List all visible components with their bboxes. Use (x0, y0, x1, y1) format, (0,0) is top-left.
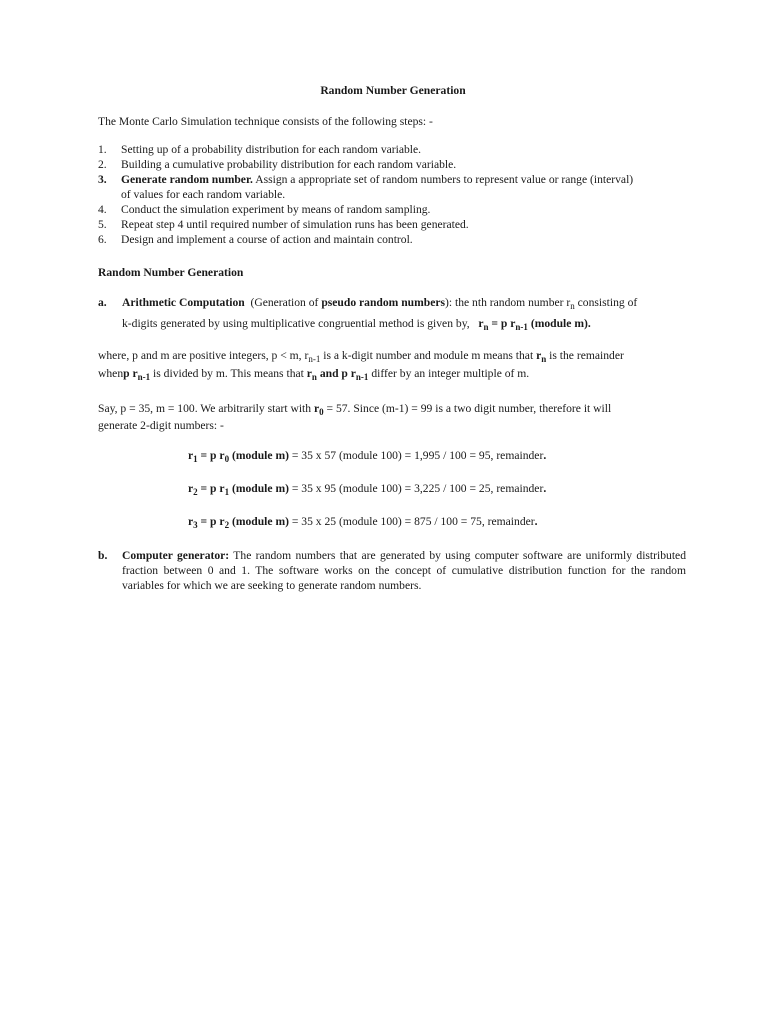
list-item (98, 172, 698, 202)
say-text: Say, p = 35, m = 100. We arbitrarily start with (98, 402, 314, 415)
symbol-r: r (188, 482, 194, 495)
equation-mid: = p r (197, 515, 225, 528)
step-text (121, 172, 698, 187)
step-number: 5. (98, 218, 107, 231)
subscript: n (311, 372, 317, 382)
equation-mod: (module m) (229, 515, 289, 528)
subscript: n-1 (308, 354, 321, 364)
symbol-r: r (306, 367, 312, 380)
item-b-label: b. (98, 549, 108, 562)
subscript: 1 (193, 454, 198, 464)
subscript: 0 (319, 407, 324, 417)
document-title: Random Number Generation (320, 84, 466, 97)
symbol-r: r (188, 449, 194, 462)
symbol-r: r (536, 349, 542, 362)
item-b-text: The random numbers that are generated by using computer software are uniformly distributed fraction between 0 and 1. The software works on the concept of cumulative distribution function for the random variables for which we are seeking to generate random numbers. (122, 549, 686, 592)
say-text: = 57. Since (m-1) = 99 is a two digit number, therefore it will (323, 402, 612, 415)
list-item (98, 232, 698, 247)
item-a-line1 (122, 295, 637, 310)
subscript: 1 (224, 487, 230, 497)
say-line1 (98, 401, 611, 416)
equation-r1 (188, 448, 546, 463)
item-a-title: Arithmetic Computation (122, 296, 245, 309)
equation-mod: (module m) (229, 482, 289, 495)
equation-mid: = p r (197, 449, 225, 462)
list-item (98, 217, 698, 232)
symbol-and-p-r: and p r (316, 367, 356, 380)
equation-rest: = 35 x 95 (module 100) = 3,225 / 100 = 25, remainder (288, 482, 544, 495)
subscript: 0 (224, 454, 230, 464)
step-number: 4. (98, 203, 107, 216)
step-text: Design and implement a course of action and maintain control. (121, 233, 413, 246)
symbol-r: r (313, 402, 320, 415)
equation-mid: = p r (197, 482, 225, 495)
item-a-pseudo: pseudo random numbers (321, 296, 446, 309)
formula-mod: (module m). (527, 317, 591, 330)
subscript: n-1 (515, 322, 528, 332)
equation-dot: . (543, 449, 547, 462)
step-text: Conduct the simulation experiment by means of random sampling. (121, 203, 431, 216)
item-a-text: (Generation of (250, 296, 319, 309)
subscript: n-1 (355, 372, 369, 382)
subscript: 3 (193, 520, 198, 530)
item-b-title: Computer generator: (122, 549, 230, 562)
section-heading: Random Number Generation (98, 266, 244, 279)
equation-dot: . (543, 482, 547, 495)
equation-rest: = 35 x 25 (module 100) = 875 / 100 = 75, remainder (288, 515, 535, 528)
where-line1 (98, 348, 624, 363)
item-a-line2 (122, 316, 591, 331)
where-line2 (98, 366, 529, 381)
where-text: is a k-digit number and module m means that (320, 349, 537, 362)
equation-rest: = 35 x 57 (module 100) = 1,995 / 100 = 95, remainder (288, 449, 544, 462)
equation-mod: (module m) (229, 449, 289, 462)
step-text-continuation: of values for each random variable. (121, 188, 286, 201)
subscript: n (570, 301, 575, 311)
step-text: Building a cumulative probability distribution for each random variable. (121, 158, 457, 171)
step-bold-lead: Generate random number. (121, 173, 253, 186)
list-item (98, 202, 698, 217)
step-number: 2. (98, 158, 107, 171)
step-text: Setting up of a probability distribution for each random variable. (121, 143, 422, 156)
symbol-p-r: p r (123, 367, 138, 380)
where-text: where, p and m are positive integers, p < m, r (98, 349, 309, 362)
item-b-paragraph (122, 548, 686, 593)
step-text-body: Assign a appropriate set of random numbers to represent value or range (interval) (252, 173, 634, 186)
step-number: 3. (98, 173, 107, 186)
steps-list (98, 142, 698, 247)
formula-eq: = p r (488, 317, 516, 330)
subscript: n (483, 322, 489, 332)
equation-dot: . (534, 515, 538, 528)
item-a-text: k-digits generated by using multiplicative congruential method is given by, (122, 317, 470, 330)
subscript: 2 (224, 520, 230, 530)
where-text: differ by an integer multiple of m. (368, 367, 530, 380)
item-a-formula (478, 317, 590, 330)
symbol-r: r (188, 515, 194, 528)
where-text: is divided by m. This means that (150, 367, 307, 380)
subscript: n (541, 354, 547, 364)
list-item (98, 157, 698, 172)
step-text: Repeat step 4 until required number of simulation runs has been generated. (121, 218, 469, 231)
list-item (98, 142, 698, 157)
subscript: 2 (193, 487, 198, 497)
step-number: 1. (98, 143, 107, 156)
intro-paragraph: The Monte Carlo Simulation technique consists of the following steps: - (98, 115, 433, 128)
where-text: when (98, 367, 124, 380)
subscript: n-1 (137, 372, 151, 382)
item-a-label: a. (98, 296, 107, 309)
where-text: is the remainder (546, 349, 624, 362)
equation-r2 (188, 481, 546, 496)
item-a-text: ): the nth random number r (445, 296, 571, 309)
step-number: 6. (98, 233, 107, 246)
equation-r3 (188, 514, 538, 529)
formula-r: r (478, 317, 484, 330)
item-a-text: consisting of (574, 296, 638, 309)
say-line2: generate 2-digit numbers: - (98, 419, 224, 432)
